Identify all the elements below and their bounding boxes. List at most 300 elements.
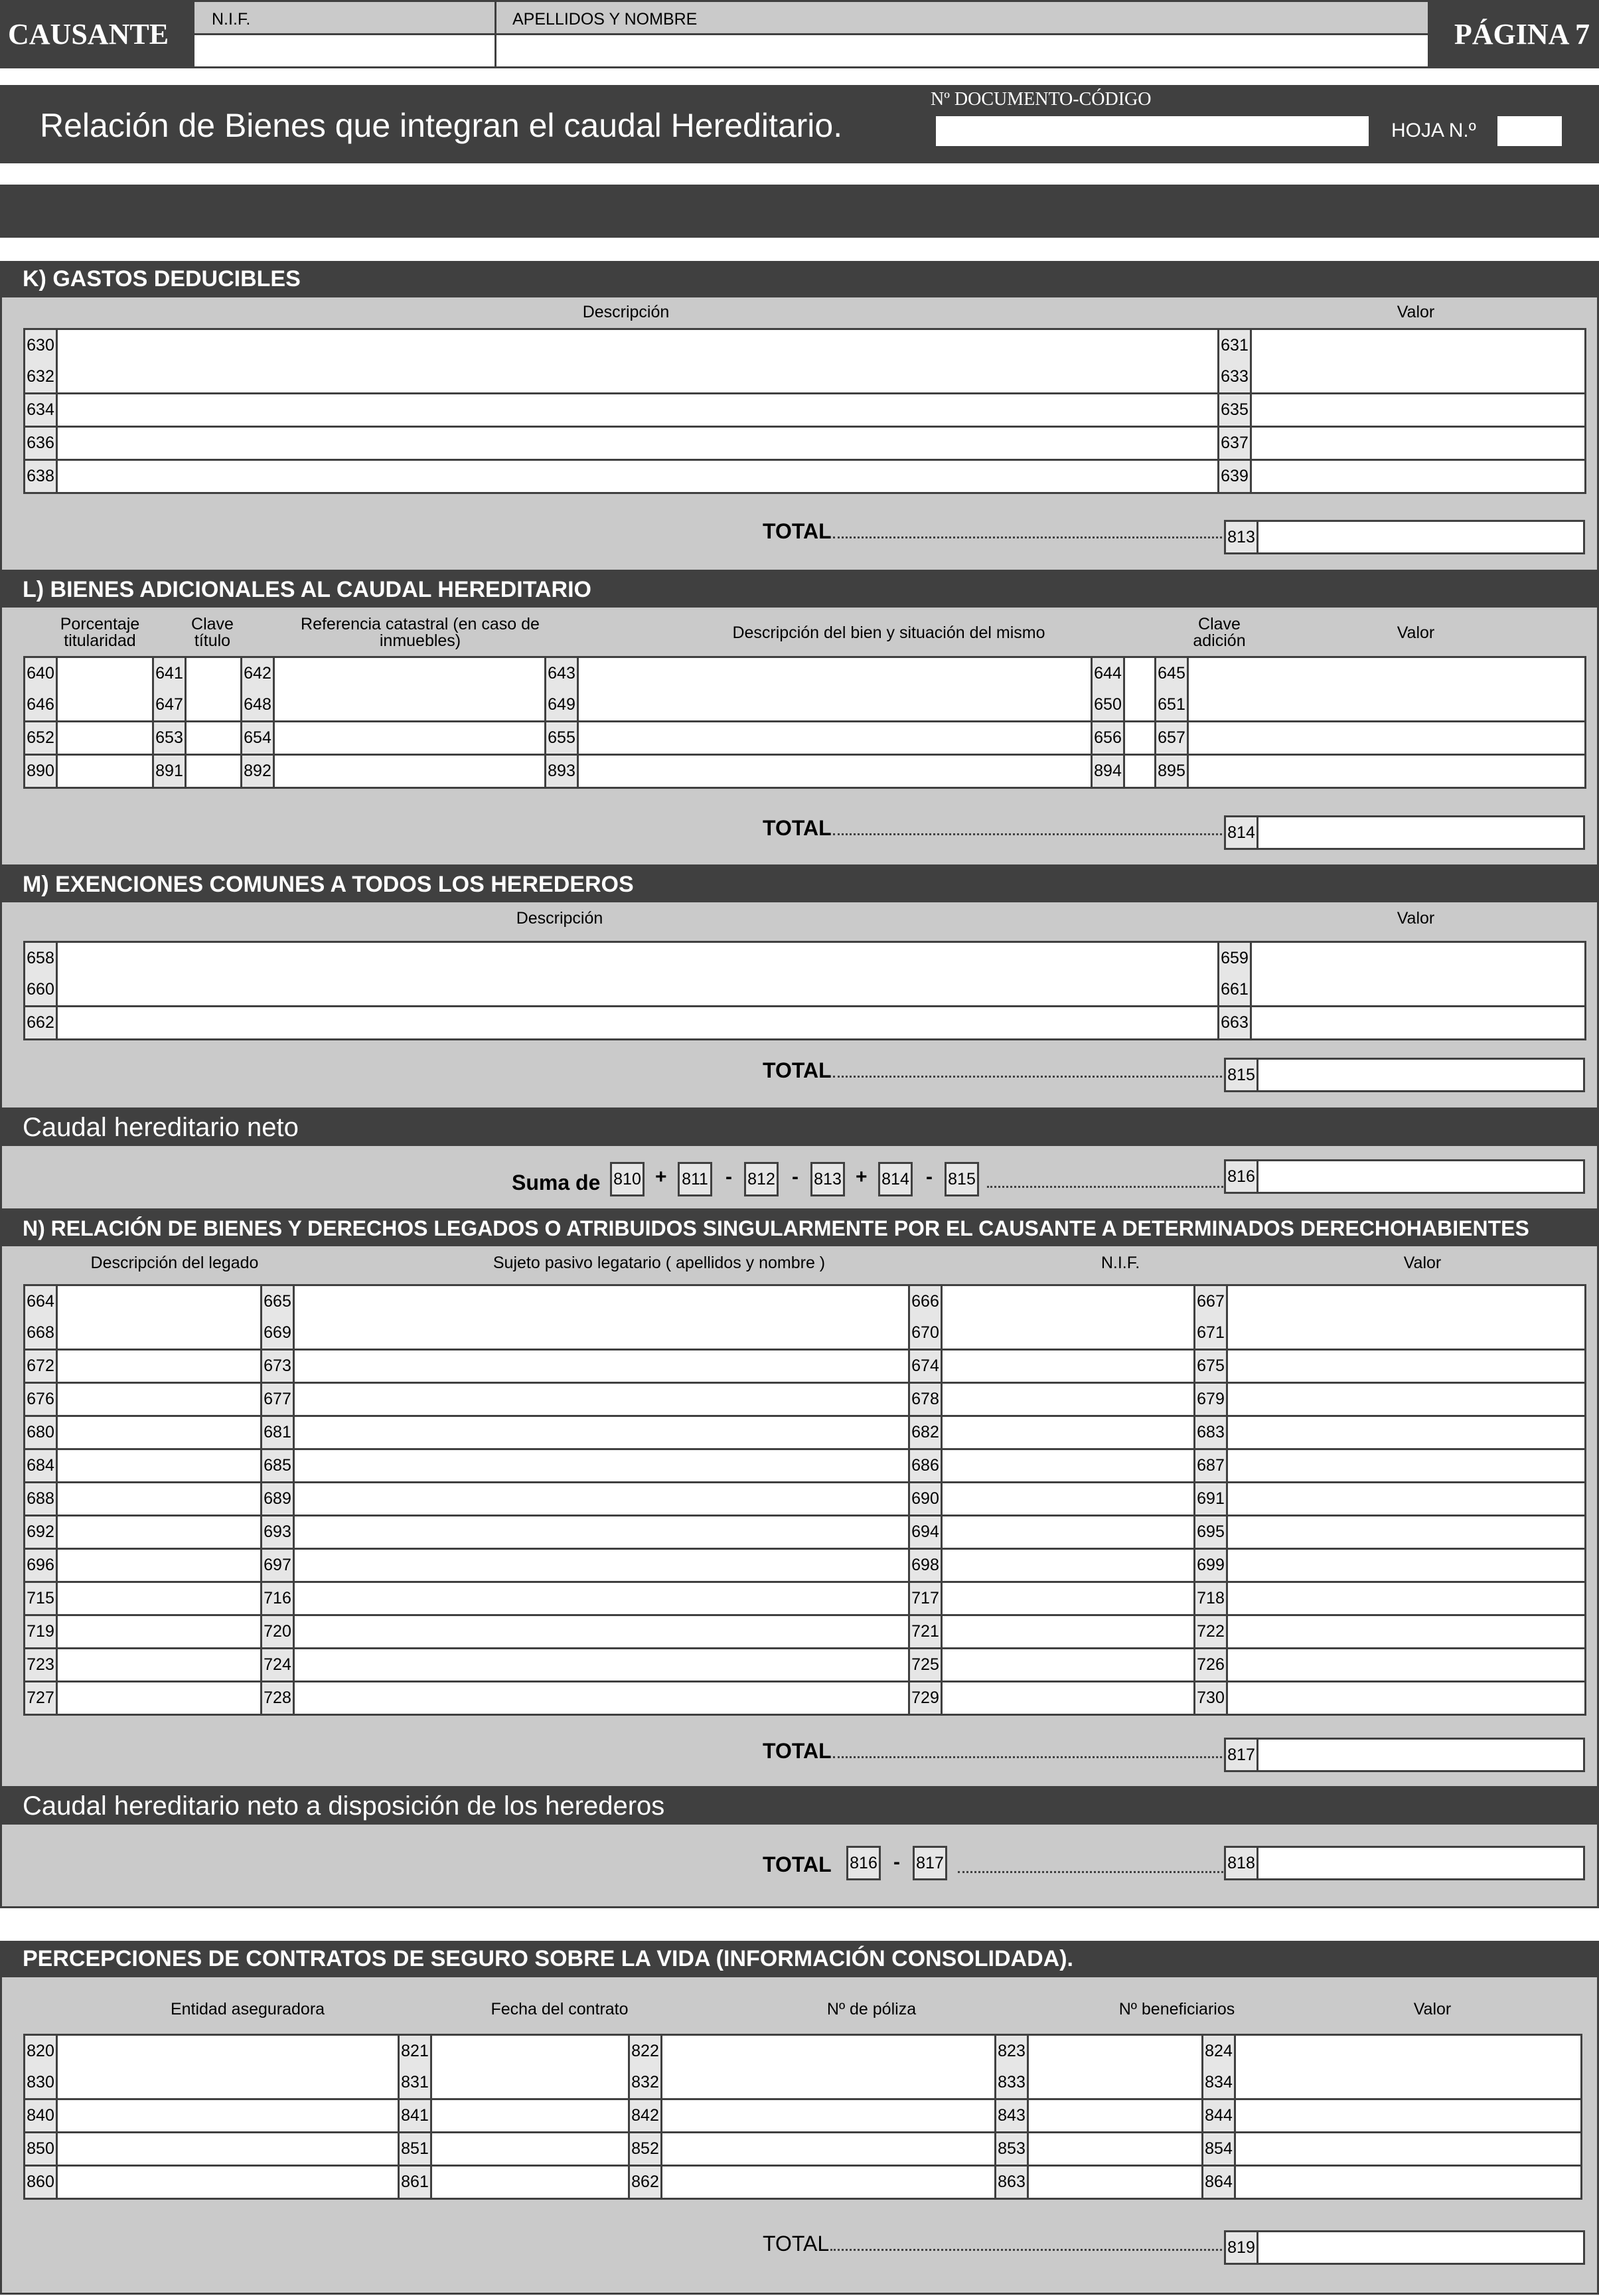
table-row [23,1317,1586,1351]
input-cell[interactable] [432,2133,630,2165]
col-valor: Valor [1397,909,1435,928]
seguro-total [763,2232,1226,2255]
neto-total-box[interactable] [1224,1159,1585,1194]
code-label: 675 [1195,1351,1228,1382]
code-label: 643 [546,658,579,689]
code-label: 851 [400,2133,432,2165]
seguro-panel [0,1977,1599,2295]
input-cell[interactable] [1236,2036,1580,2067]
input-cell[interactable] [58,1483,262,1515]
header-causante: CAUSANTE [0,0,194,68]
suma-code-box: 812 [744,1162,779,1196]
suma-code-box: 814 [878,1162,913,1196]
apellidos-label: APELLIDOS Y NOMBRE [496,2,1428,35]
input-cell[interactable] [432,2067,630,2098]
code-label: 681 [262,1417,295,1448]
table-row [23,1450,1586,1483]
input-cell[interactable] [295,1351,910,1382]
code-label: 668 [25,1317,58,1349]
code-label: 819 [1226,2232,1258,2263]
input-cell[interactable] [579,756,1093,787]
input-cell[interactable] [187,722,242,754]
l-total-box[interactable] [1224,815,1585,850]
table-row [23,428,1586,461]
code-label: 730 [1195,1682,1228,1714]
input-cell[interactable] [295,1417,910,1448]
suma-code-box: 811 [678,1162,712,1196]
code-label: 716 [262,1583,295,1614]
input-cell[interactable] [662,2036,996,2067]
total-value-field[interactable] [1258,817,1583,848]
input-cell[interactable] [58,1583,262,1614]
code-label: 695 [1195,1517,1228,1548]
header-fields [194,0,1428,68]
input-cell[interactable] [1228,1450,1584,1481]
total-label: TOTAL [763,2232,830,2255]
table-row [23,1649,1586,1682]
doc-code-label: Nº DOCUMENTO-CÓDIGO [931,89,1152,110]
input-cell[interactable] [943,1616,1195,1647]
seguro-total-box[interactable] [1224,2230,1585,2265]
input-cell[interactable] [579,722,1093,754]
col-valor: Valor [1397,303,1435,321]
section-n-panel [0,1246,1599,1788]
code-label: 640 [25,658,58,689]
code-label: 834 [1203,2067,1236,2098]
code-label: 814 [1226,817,1258,848]
input-cell[interactable] [295,1450,910,1481]
code-label: 691 [1195,1483,1228,1515]
input-cell[interactable] [187,756,242,787]
input-cell[interactable] [662,2133,996,2165]
input-cell[interactable] [943,1483,1195,1515]
title-bar [0,85,1599,163]
input-cell[interactable] [943,1450,1195,1481]
input-cell[interactable] [295,1483,910,1515]
total-value-field[interactable] [1258,1161,1583,1192]
input-cell[interactable] [58,1317,262,1349]
input-cell[interactable] [58,756,154,787]
section-l-panel [0,608,1599,866]
col-descripcion-legado: Descripción del legado [90,1254,259,1272]
suma-label: Suma de [512,1171,601,1194]
input-cell[interactable] [943,1649,1195,1681]
input-cell[interactable] [943,1384,1195,1415]
table-row [23,689,1586,722]
code-label: 895 [1156,756,1189,787]
code-label: 841 [400,2100,432,2131]
code-label: 727 [25,1682,58,1714]
input-cell[interactable] [275,722,546,754]
section-n-header: N) RELACIÓN DE BIENES Y DERECHOS LEGADOS O ATRIBUIDOS SINGULARMENTE POR EL CAUSANTE A DETERMINADOS DERECHOHABIENTES [0,1210,1599,1246]
table-row [23,941,1586,976]
table-row [23,1583,1586,1616]
code-label: 693 [262,1517,295,1548]
code-label: 861 [400,2167,432,2198]
input-cell[interactable] [1189,756,1584,787]
input-cell[interactable] [295,1384,910,1415]
code-label: 818 [1226,1848,1258,1878]
input-cell[interactable] [58,461,1219,492]
code-label: 633 [1219,361,1252,392]
disposicion-header: Caudal hereditario neto a disposición de los herederos [0,1788,1599,1825]
input-cell[interactable] [58,1450,262,1481]
input-cell[interactable] [1189,689,1584,720]
disp-code-a: 816 [846,1846,881,1880]
input-cell[interactable] [58,2100,400,2131]
total-label: TOTAL [763,519,832,543]
input-cell[interactable] [58,428,1219,459]
code-label: 719 [25,1616,58,1647]
table-row [23,1517,1586,1550]
total-label: TOTAL [763,1739,832,1763]
input-cell[interactable] [1189,658,1584,689]
disp-total-box[interactable] [1224,1846,1585,1880]
code-label: 824 [1203,2036,1236,2067]
code-label: 658 [25,943,58,974]
code-label: 655 [546,722,579,754]
section-k-header: K) GASTOS DEDUCIBLES [0,261,1599,297]
input-cell[interactable] [943,1317,1195,1349]
input-cell[interactable] [1252,394,1584,426]
input-cell[interactable] [1228,1550,1584,1581]
table-row [23,2133,1582,2167]
table-row [23,2034,1582,2069]
code-label: 635 [1219,394,1252,426]
table-row [23,394,1586,428]
input-cell[interactable] [275,689,546,720]
input-cell[interactable] [295,1583,910,1614]
code-label: 863 [996,2167,1029,2198]
input-cell[interactable] [943,1417,1195,1448]
input-cell[interactable] [1252,428,1584,459]
input-cell[interactable] [1228,1317,1584,1349]
input-cell[interactable] [943,1517,1195,1548]
input-cell[interactable] [662,2100,996,2131]
nif-field[interactable] [194,35,496,66]
code-label: 690 [910,1483,943,1515]
input-cell[interactable] [943,1286,1195,1317]
code-label: 636 [25,428,58,459]
input-cell[interactable] [58,1649,262,1681]
m-total-box[interactable] [1224,1058,1585,1092]
code-label: 641 [154,658,187,689]
total-value-field[interactable] [1258,2232,1583,2263]
code-label: 665 [262,1286,295,1317]
input-cell[interactable] [58,2133,400,2165]
code-label: 666 [910,1286,943,1317]
code-label: 721 [910,1616,943,1647]
col-descripcion: Descripción [516,909,603,928]
input-cell[interactable] [1252,974,1584,1005]
input-cell[interactable] [1029,2067,1203,2098]
input-cell[interactable] [662,2167,996,2198]
input-cell[interactable] [58,1351,262,1382]
disp-op: - [893,1851,900,1873]
nif-label: N.I.F. [194,2,496,35]
table-row [23,461,1586,494]
total-label: TOTAL [763,1058,832,1082]
input-cell[interactable] [295,1682,910,1714]
code-label: 653 [154,722,187,754]
code-label: 842 [630,2100,662,2131]
hoja-label: HOJA N.º [1391,120,1476,141]
col-clave-titulo: Clave título [191,615,234,650]
code-label: 726 [1195,1649,1228,1681]
code-label: 652 [25,722,58,754]
input-cell[interactable] [1228,1583,1584,1614]
code-label: 832 [630,2067,662,2098]
doc-code-field[interactable] [936,116,1369,146]
code-label: 697 [262,1550,295,1581]
code-label: 676 [25,1384,58,1415]
input-cell[interactable] [58,1007,1219,1038]
code-label: 669 [262,1317,295,1349]
suma-operator: + [856,1166,868,1188]
total-value-field[interactable] [1258,522,1583,552]
code-label: 843 [996,2100,1029,2131]
input-cell[interactable] [58,2036,400,2067]
code-label: 667 [1195,1286,1228,1317]
code-label: 673 [262,1351,295,1382]
col-referencia: Referencia catastral (en caso de inmuebles) [301,615,540,650]
code-label: 642 [242,658,275,689]
code-label: 677 [262,1384,295,1415]
input-cell[interactable] [295,1286,910,1317]
suma-operator: - [725,1166,732,1188]
code-label: 672 [25,1351,58,1382]
code-label: 729 [910,1682,943,1714]
code-label: 663 [1219,1007,1252,1038]
code-label: 645 [1156,658,1189,689]
code-label: 683 [1195,1417,1228,1448]
code-label: 840 [25,2100,58,2131]
code-label: 816 [1226,1161,1258,1192]
input-cell[interactable] [1228,1286,1584,1317]
input-cell[interactable] [187,689,242,720]
code-label: 717 [910,1583,943,1614]
code-label: 659 [1219,943,1252,974]
code-label: 689 [262,1483,295,1515]
code-label: 680 [25,1417,58,1448]
code-label: 654 [242,722,275,754]
caudal-neto-header: Caudal hereditario neto [0,1109,1599,1146]
input-cell[interactable] [1125,658,1156,689]
input-cell[interactable] [1228,1517,1584,1548]
input-cell[interactable] [1125,689,1156,720]
input-cell[interactable] [1228,1351,1584,1382]
code-label: 687 [1195,1450,1228,1481]
input-cell[interactable] [58,943,1219,974]
code-label: 823 [996,2036,1029,2067]
input-cell[interactable] [58,2167,400,2198]
input-cell[interactable] [295,1517,910,1548]
total-value-field[interactable] [1258,1060,1583,1090]
input-cell[interactable] [943,1682,1195,1714]
input-cell[interactable] [1125,756,1156,787]
input-cell[interactable] [432,2100,630,2131]
suma-code-box: 810 [610,1162,645,1196]
table-row [23,1616,1586,1649]
input-cell[interactable] [1189,722,1584,754]
code-label: 678 [910,1384,943,1415]
code-label: 720 [262,1616,295,1647]
code-label: 815 [1226,1060,1258,1090]
input-cell[interactable] [58,722,154,754]
code-label: 662 [25,1007,58,1038]
code-label: 651 [1156,689,1189,720]
input-cell[interactable] [58,1286,262,1317]
code-label: 853 [996,2133,1029,2165]
col-valor: Valor [1403,1254,1442,1272]
input-cell[interactable] [1236,2100,1580,2131]
code-label: 822 [630,2036,662,2067]
input-cell[interactable] [432,2036,630,2067]
code-label: 813 [1226,522,1258,552]
k-total-box[interactable] [1224,520,1585,554]
input-cell[interactable] [275,756,546,787]
table-row [23,361,1586,394]
n-total-box[interactable] [1224,1738,1585,1772]
total-value-field[interactable] [1258,1848,1583,1878]
input-cell[interactable] [187,658,242,689]
col-sujeto-pasivo: Sujeto pasivo legatario ( apellidos y nombre ) [493,1254,826,1272]
input-cell[interactable] [295,1317,910,1349]
input-cell[interactable] [58,1417,262,1448]
code-label: 844 [1203,2100,1236,2131]
code-label: 656 [1093,722,1125,754]
input-cell[interactable] [58,1550,262,1581]
input-cell[interactable] [662,2067,996,2098]
input-cell[interactable] [432,2167,630,2198]
input-cell[interactable] [1029,2100,1203,2131]
input-cell[interactable] [1236,2167,1580,2198]
input-cell[interactable] [58,2067,400,2098]
code-label: 723 [25,1649,58,1681]
input-cell[interactable] [943,1550,1195,1581]
hoja-field[interactable] [1497,116,1562,146]
table-row [23,974,1586,1007]
code-label: 685 [262,1450,295,1481]
input-cell[interactable] [58,1517,262,1548]
input-cell[interactable] [1029,2036,1203,2067]
table-row [23,2067,1582,2100]
code-label: 660 [25,974,58,1005]
code-label: 631 [1219,330,1252,361]
table-row [23,1384,1586,1417]
input-cell[interactable] [1252,1007,1584,1038]
code-label: 679 [1195,1384,1228,1415]
page-title: Relación de Bienes que integran el caudal Hereditario. [40,107,843,144]
suma-operator: + [655,1166,667,1188]
input-cell[interactable] [58,361,1219,392]
input-cell[interactable] [943,1583,1195,1614]
code-label: 831 [400,2067,432,2098]
input-cell[interactable] [1236,2133,1580,2165]
table-row [23,2167,1582,2200]
input-cell[interactable] [295,1616,910,1647]
col-valor: Valor [1413,2000,1452,2018]
input-cell[interactable] [1252,361,1584,392]
code-label: 724 [262,1649,295,1681]
code-label: 725 [910,1649,943,1681]
input-cell[interactable] [1228,1417,1584,1448]
input-cell[interactable] [295,1550,910,1581]
suma-dots [987,1186,1223,1188]
input-cell[interactable] [58,1384,262,1415]
input-cell[interactable] [1228,1682,1584,1714]
input-cell[interactable] [58,394,1219,426]
code-label: 821 [400,2036,432,2067]
col-fecha: Fecha del contrato [491,2000,629,2018]
input-cell[interactable] [1228,1649,1584,1681]
input-cell[interactable] [295,1649,910,1681]
code-label: 728 [262,1682,295,1714]
code-label: 674 [910,1351,943,1382]
input-cell[interactable] [58,689,154,720]
input-cell[interactable] [1252,330,1584,361]
code-label: 718 [1195,1583,1228,1614]
caudal-neto-panel [0,1146,1599,1210]
input-cell[interactable] [1252,461,1584,492]
input-cell[interactable] [275,658,546,689]
col-poliza: Nº de póliza [826,2000,917,2018]
code-label: 696 [25,1550,58,1581]
code-label: 699 [1195,1550,1228,1581]
table-row [23,1682,1586,1716]
input-cell[interactable] [579,658,1093,689]
code-label: 670 [910,1317,943,1349]
input-cell[interactable] [58,330,1219,361]
input-cell[interactable] [58,974,1219,1005]
input-cell[interactable] [943,1351,1195,1382]
input-cell[interactable] [1228,1616,1584,1647]
col-entidad: Entidad aseguradora [170,2000,325,2018]
input-cell[interactable] [1236,2067,1580,2098]
code-label: 671 [1195,1317,1228,1349]
apellidos-field[interactable] [496,35,1428,66]
input-cell[interactable] [1252,943,1584,974]
total-value-field[interactable] [1258,1740,1583,1770]
section-m-header: M) EXENCIONES COMUNES A TODOS LOS HEREDEROS [0,866,1599,902]
code-label: 862 [630,2167,662,2198]
input-cell[interactable] [1029,2167,1203,2198]
input-cell[interactable] [58,1616,262,1647]
table-row [23,1351,1586,1384]
suma-code-box: 813 [810,1162,845,1196]
disp-code-b: 817 [913,1846,947,1880]
input-cell[interactable] [1029,2133,1203,2165]
input-cell[interactable] [58,1682,262,1714]
input-cell[interactable] [1125,722,1156,754]
section-l-header: L) BIENES ADICIONALES AL CAUDAL HEREDITARIO [0,572,1599,608]
input-cell[interactable] [58,658,154,689]
input-cell[interactable] [1228,1384,1584,1415]
disp-dots [958,1871,1223,1873]
table-row [23,2100,1582,2133]
code-label: 637 [1219,428,1252,459]
input-cell[interactable] [579,689,1093,720]
code-label: 647 [154,689,187,720]
l-total [763,817,1226,839]
input-cell[interactable] [1228,1483,1584,1515]
blank-bar [0,185,1599,238]
col-clave-adicion: Clave adición [1193,615,1246,650]
code-label: 864 [1203,2167,1236,2198]
suma-operator: - [926,1166,933,1188]
code-label: 860 [25,2167,58,2198]
code-label: 892 [242,756,275,787]
